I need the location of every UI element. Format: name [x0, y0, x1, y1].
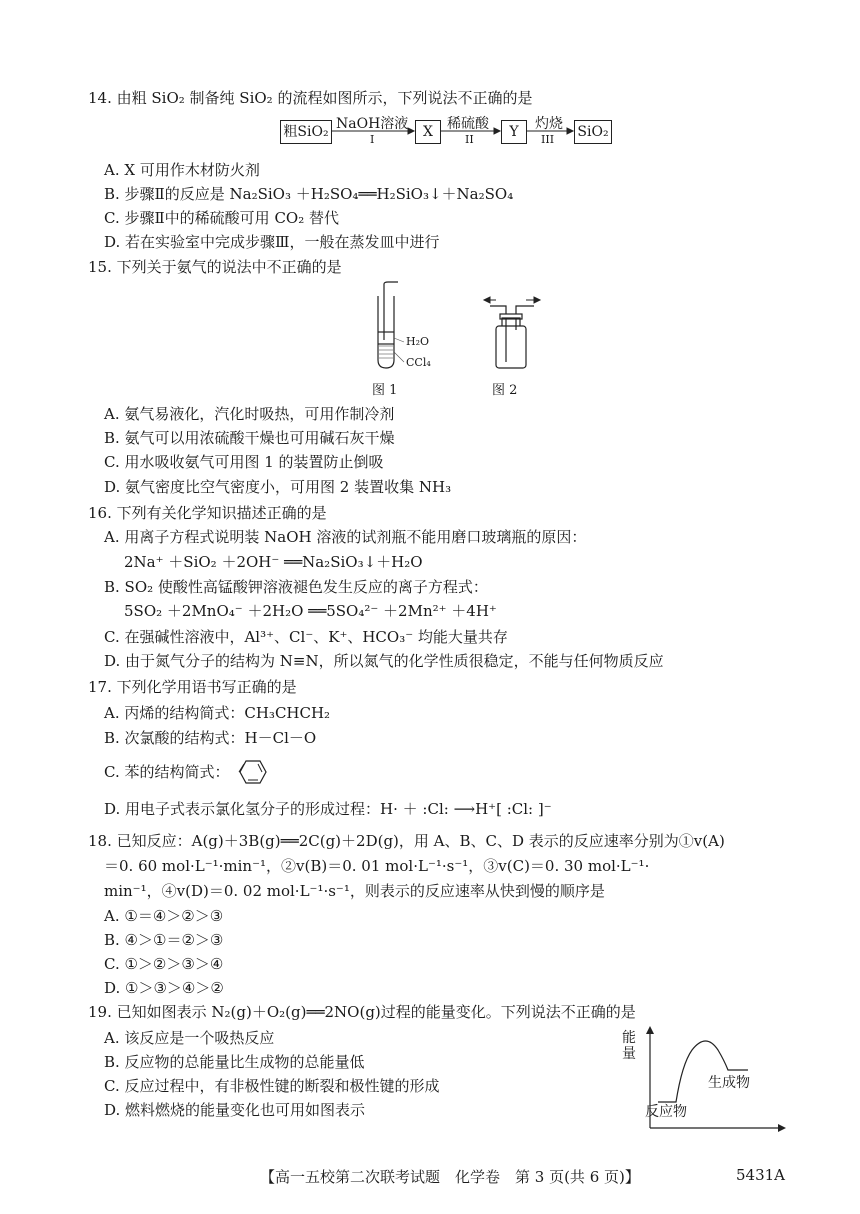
q18-option-d: D. ①＞③＞④＞②: [104, 979, 224, 997]
q17-option-d: D. 用电子式表示氯化氢分子的形成过程：H· ＋ :Cl: ⟶H⁺[ :Cl: ]⁻: [104, 800, 552, 818]
flow-step3-roman: III: [541, 133, 555, 146]
flow-x-box: X: [415, 120, 441, 144]
fig1-caption: 图 1: [372, 383, 398, 398]
energy-ylabel-2: 量: [622, 1046, 636, 1062]
q18-stem-line1: 18. 已知反应：A(g)＋3B(g)══2C(g)＋2D(g)，用 A、B、C、D 表示的反应速率分别为①v(A): [88, 832, 725, 850]
q19-option-c: C. 反应过程中，有非极性键的断裂和极性键的形成: [104, 1077, 440, 1095]
q18-option-c: C. ①＞②＞③＞④: [104, 955, 224, 973]
flow-step3-label: 灼烧: [535, 116, 563, 132]
q14-option-a: A. X 可用作木材防火剂: [104, 161, 260, 179]
q18-stem-line3: min⁻¹，④v(D)＝0. 02 mol·L⁻¹·s⁻¹，则表示的反应速率从快到慢的顺序是: [104, 882, 605, 900]
fig1-h2o-label: H₂O: [406, 335, 430, 348]
q16-option-d: D. 由于氮气分子的结构为 N≡N，所以氮气的化学性质很稳定，不能与任何物质反应: [104, 652, 664, 670]
flow-step1-roman: I: [370, 133, 375, 146]
q19-option-d: D. 燃料燃烧的能量变化也可用如图表示: [104, 1101, 366, 1119]
flow-end-box: SiO₂: [574, 120, 612, 144]
footer-title: 【高一五校第二次联考试题 化学卷 第 3 页(共 6 页)】: [260, 1168, 640, 1186]
q16-option-a: A. 用离子方程式说明装 NaOH 溶液的试剂瓶不能用磨口玻璃瓶的原因：: [104, 528, 587, 546]
q14-stem: 14. 由粗 SiO₂ 制备纯 SiO₂ 的流程如图所示，下列说法不正确的是: [88, 89, 533, 107]
q19-option-b: B. 反应物的总能量比生成物的总能量低: [104, 1053, 365, 1071]
q16-option-b-equation: 5SO₂ ＋2MnO₄⁻ ＋2H₂O ══5SO₄²⁻ ＋2Mn²⁺ ＋4H⁺: [124, 602, 497, 620]
q18-option-b: B. ④＞①＝②＞③: [104, 931, 224, 949]
q18-stem-line2: ＝0. 60 mol·L⁻¹·min⁻¹，②v(B)＝0. 01 mol·L⁻¹·s⁻¹，③v(C)＝0. 30 mol·L⁻¹·: [104, 857, 650, 875]
q19-option-a: A. 该反应是一个吸热反应: [104, 1029, 275, 1047]
energy-ylabel-1: 能: [622, 1030, 636, 1046]
benzene-ring-icon: [232, 756, 274, 788]
flow-start-box: 粗SiO₂: [280, 120, 332, 144]
q15-option-d: D. 氨气密度比空气密度小，可用图 2 装置收集 NH₃: [104, 478, 452, 496]
q17-option-c: C. 苯的结构简式：: [104, 763, 230, 781]
q14-option-c: C. 步骤Ⅱ中的稀硫酸可用 CO₂ 替代: [104, 209, 339, 227]
q15-option-a: A. 氨气易液化，汽化时吸热，可用作制冷剂: [104, 405, 395, 423]
q15-option-c: C. 用水吸收氨气可用图 1 的装置防止倒吸: [104, 453, 384, 471]
q14-option-b: B. 步骤Ⅱ的反应是 Na₂SiO₃ ＋H₂SO₄══H₂SiO₃↓＋Na₂SO₄: [104, 185, 514, 203]
q16-option-b: B. SO₂ 使酸性高锰酸钾溶液褪色发生反应的离子方程式：: [104, 578, 488, 596]
q15-apparatus-figures: [350, 280, 550, 370]
footer-code: 5431A: [736, 1166, 786, 1184]
flow-step2-roman: II: [465, 133, 474, 146]
q15-stem: 15. 下列关于氨气的说法中不正确的是: [88, 258, 342, 276]
fig2-caption: 图 2: [492, 383, 518, 398]
flow-step2-label: 稀硫酸: [447, 116, 489, 132]
q15-option-b: B. 氨气可以用浓硫酸干燥也可用碱石灰干燥: [104, 429, 395, 447]
q16-option-a-equation: 2Na⁺ ＋SiO₂ ＋2OH⁻ ══Na₂SiO₃↓＋H₂O: [124, 553, 423, 571]
fig1-ccl4-label: CCl₄: [406, 356, 431, 369]
q16-stem: 16. 下列有关化学知识描述正确的是: [88, 504, 327, 522]
q17-stem: 17. 下列化学用语书写正确的是: [88, 678, 297, 696]
energy-reactant-label: 反应物: [645, 1104, 687, 1120]
energy-product-label: 生成物: [708, 1075, 750, 1091]
q18-option-a: A. ①＝④＞②＞③: [104, 907, 224, 925]
q16-option-c: C. 在强碱性溶液中，Al³⁺、Cl⁻、K⁺、HCO₃⁻ 均能大量共存: [104, 628, 508, 646]
q14-option-d: D. 若在实验室中完成步骤Ⅲ，一般在蒸发皿中进行: [104, 233, 440, 251]
flow-step1-label: NaOH溶液: [336, 116, 409, 132]
q17-option-a: A. 丙烯的结构简式：CH₃CHCH₂: [104, 704, 331, 722]
flow-y-box: Y: [501, 120, 527, 144]
q17-option-b: B. 次氯酸的结构式：H－Cl－O: [104, 729, 317, 747]
q19-stem: 19. 已知如图表示 N₂(g)＋O₂(g)══2NO(g)过程的能量变化。下列说法不正确的是: [88, 1003, 636, 1021]
